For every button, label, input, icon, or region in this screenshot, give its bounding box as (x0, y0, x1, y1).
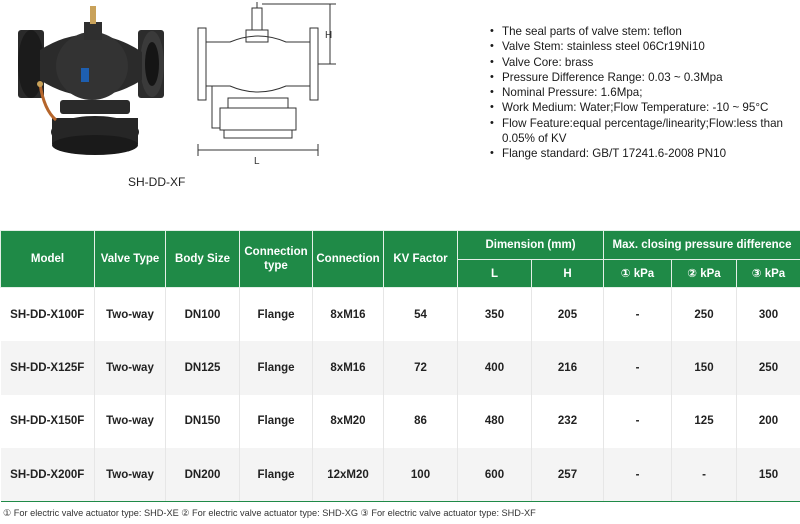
cell-pressure-3: 200 (737, 395, 800, 449)
cell-pressure-1: - (604, 288, 672, 342)
cell-connection-type: Flange (240, 448, 313, 502)
spec-item: • The seal parts of valve stem: teflon (490, 24, 800, 39)
footnote: ① For electric valve actuator type: SHD-XE ② For electric valve actuator type: SHD-XG ③ For electric valve actuator type: SHD-XF (3, 508, 536, 518)
header-connection: Connection (313, 231, 384, 288)
cell-valve-type: Two-way (95, 341, 166, 395)
cell-connection-type: Flange (240, 341, 313, 395)
table-row (1, 395, 800, 449)
cell-pressure-3: 300 (737, 288, 800, 342)
spec-table (0, 230, 800, 502)
cell-pressure-2: 150 (672, 341, 737, 395)
cell-body-size: DN200 (166, 448, 240, 502)
cell-body-size: DN100 (166, 288, 240, 342)
cell-dim-l: 480 (458, 395, 532, 449)
header-kv-factor: KV Factor (384, 231, 458, 288)
cell-pressure-1: - (604, 448, 672, 502)
table-row (1, 288, 800, 342)
cell-kv-factor: 100 (384, 448, 458, 502)
cell-dim-h: 205 (532, 288, 604, 342)
cell-pressure-3: 150 (737, 448, 800, 502)
dim-height-label: H (325, 30, 333, 41)
spec-list (490, 24, 800, 162)
header-pressure-3: ③ kPa (737, 260, 800, 288)
cell-pressure-3: 250 (737, 341, 800, 395)
cell-dim-h: 257 (532, 448, 604, 502)
dimension-drawing (190, 0, 340, 170)
cell-model: SH-DD-X200F (1, 448, 95, 502)
cell-model: SH-DD-X150F (1, 395, 95, 449)
cell-dim-h: 216 (532, 341, 604, 395)
spec-item: • Valve Stem: stainless steel 06Cr19Ni10 (490, 39, 800, 54)
cell-dim-l: 400 (458, 341, 532, 395)
cell-pressure-1: - (604, 395, 672, 449)
header-body-size: Body Size (166, 231, 240, 288)
cell-valve-type: Two-way (95, 395, 166, 449)
cell-connection: 8xM16 (313, 288, 384, 342)
dim-length-label: L (254, 156, 260, 167)
header-pressure-1: ① kPa (604, 260, 672, 288)
header-pressure-2: ② kPa (672, 260, 737, 288)
header-connection-type: Connection type (240, 231, 313, 288)
cell-body-size: DN125 (166, 341, 240, 395)
cell-dim-l: 600 (458, 448, 532, 502)
cell-connection: 8xM16 (313, 341, 384, 395)
cell-connection: 8xM20 (313, 395, 384, 449)
product-caption: SH-DD-XF (128, 175, 186, 189)
spec-item: • Valve Core: brass (490, 55, 800, 70)
header-dim-l: L (458, 260, 532, 288)
cell-kv-factor: 54 (384, 288, 458, 342)
spec-item: • Flow Feature:equal percentage/linearity;Flow:less than 0.05% of KV (490, 116, 800, 147)
spec-item: • Nominal Pressure: 1.6Mpa; (490, 85, 800, 100)
table-row (1, 448, 800, 502)
cell-connection-type: Flange (240, 288, 313, 342)
cell-dim-l: 350 (458, 288, 532, 342)
spec-item: • Work Medium: Water;Flow Temperature: -10 ~ 95°C (490, 100, 800, 115)
product-photo (0, 0, 180, 175)
cell-pressure-2: 125 (672, 395, 737, 449)
spec-item: • Flange standard: GB/T 17241.6-2008 PN10 (490, 146, 800, 161)
header-valve-type: Valve Type (95, 231, 166, 288)
cell-body-size: DN150 (166, 395, 240, 449)
header-model: Model (1, 231, 95, 288)
header-dim-h: H (532, 260, 604, 288)
cell-model: SH-DD-X100F (1, 288, 95, 342)
cell-valve-type: Two-way (95, 288, 166, 342)
cell-pressure-1: - (604, 341, 672, 395)
cell-connection-type: Flange (240, 395, 313, 449)
table-row (1, 341, 800, 395)
cell-kv-factor: 72 (384, 341, 458, 395)
cell-model: SH-DD-X125F (1, 341, 95, 395)
cell-valve-type: Two-way (95, 448, 166, 502)
cell-pressure-2: - (672, 448, 737, 502)
cell-kv-factor: 86 (384, 395, 458, 449)
spec-item: • Pressure Difference Range: 0.03 ~ 0.3Mpa (490, 70, 800, 85)
cell-dim-h: 232 (532, 395, 604, 449)
cell-pressure-2: 250 (672, 288, 737, 342)
header-dimension: Dimension (mm) (458, 231, 604, 260)
header-max-pressure: Max. closing pressure difference (604, 231, 800, 260)
cell-connection: 12xM20 (313, 448, 384, 502)
